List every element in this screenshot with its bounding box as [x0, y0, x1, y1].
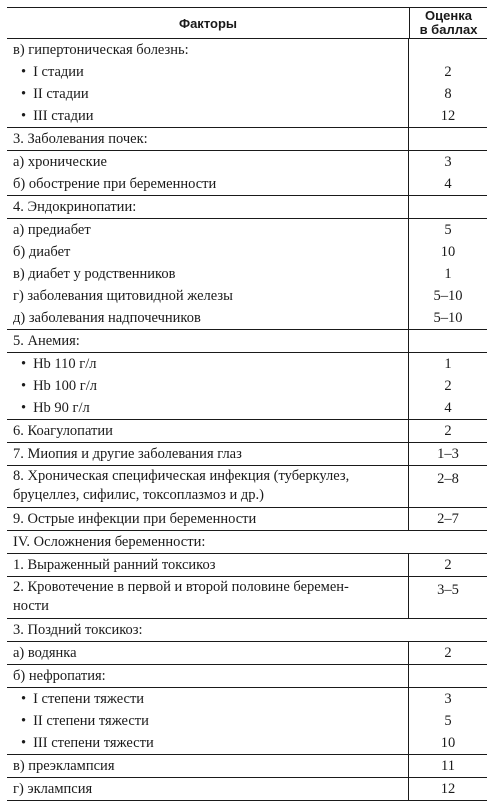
row-group: [7, 554, 487, 577]
risk-factors-table: [7, 7, 487, 801]
score-cell: 1: [444, 356, 452, 372]
table-row: [7, 688, 487, 710]
row-group: [7, 330, 487, 353]
row-group: [7, 665, 487, 688]
score-cell: 5–10: [433, 288, 463, 304]
table-row: [7, 554, 487, 576]
score-cell: 3: [444, 154, 452, 170]
factor-cell: • Hb 110 г/л: [7, 353, 409, 375]
score-cell: 2: [444, 423, 452, 439]
score-cell: 3–5: [437, 582, 459, 598]
factor-cell: в) диабет у родственников: [7, 263, 409, 285]
row-group: [7, 128, 487, 151]
factor-cell: а) предиабет: [7, 219, 409, 241]
table-row: [7, 128, 487, 150]
score-cell: 8: [444, 86, 452, 102]
header-factors: Факторы: [7, 8, 410, 38]
table-row: [7, 151, 487, 173]
score-cell: [409, 330, 487, 352]
row-group: [7, 755, 487, 778]
table-row: [7, 353, 487, 375]
table-row: [7, 642, 487, 664]
row-group: [7, 531, 487, 554]
score-cell: 4: [444, 400, 452, 416]
factor-cell: 1. Выраженный ранний токсикоз: [7, 554, 409, 576]
score-cell: 12: [440, 781, 456, 797]
table-row: [7, 710, 487, 732]
factor-cell: 8. Хроническая специфическая инфекция (туберкулез, бруцеллез, сифилис, токсоплазмоз и др.): [7, 466, 409, 507]
table-row: [7, 330, 487, 352]
factor-cell: IV. Осложнения беременности:: [13, 534, 206, 550]
row-group: [7, 778, 487, 800]
factor-cell: д) заболевания надпочечников: [7, 307, 409, 329]
factor-cell: в) гипертоническая болезнь:: [7, 39, 409, 61]
row-group: [7, 420, 487, 443]
factor-cell: 3. Заболевания почек:: [7, 128, 409, 150]
table-body: [7, 39, 487, 800]
score-cell: 2: [444, 64, 452, 80]
table-row: [7, 173, 487, 195]
factor-cell: б) обострение при беременности: [7, 173, 409, 195]
score-cell: 2–8: [437, 471, 459, 487]
factor-cell: • Hb 100 г/л: [7, 375, 409, 397]
factor-cell: 4. Эндокринопатии:: [7, 196, 409, 218]
row-group: [7, 39, 487, 128]
table-row: [7, 196, 487, 218]
factor-cell: • I стадии: [7, 61, 409, 83]
table-row: [7, 83, 487, 105]
header-score-line1: Оценка: [425, 8, 472, 23]
factor-cell: • III степени тяжести: [7, 732, 409, 754]
table-row: [7, 732, 487, 754]
table-row: [7, 241, 487, 263]
header-score: [410, 8, 487, 38]
table-row: [7, 39, 487, 61]
score-cell: 2: [444, 378, 452, 394]
table-row: [7, 665, 487, 687]
score-cell: [409, 531, 487, 553]
score-cell: 10: [440, 735, 456, 751]
score-cell: 1: [444, 266, 452, 282]
score-cell: [409, 619, 487, 641]
factor-cell: а) водянка: [7, 642, 409, 664]
row-group: [7, 688, 487, 755]
row-group: [7, 443, 487, 466]
table-row: [7, 219, 487, 241]
table-row: [7, 307, 487, 329]
table-row: [7, 778, 487, 800]
table-header: [7, 8, 487, 39]
row-group: [7, 508, 487, 531]
table-row: [7, 443, 487, 465]
factor-cell: 5. Анемия:: [7, 330, 409, 352]
score-cell: 4: [444, 176, 452, 192]
factor-cell: 3. Поздний токсикоз:: [13, 622, 143, 638]
row-group: [7, 219, 487, 330]
row-group: [7, 353, 487, 420]
factor-cell: б) нефропатия:: [7, 665, 409, 687]
score-cell: [409, 39, 487, 61]
score-cell: 3: [444, 691, 452, 707]
score-cell: 12: [440, 108, 456, 124]
factor-cell: • I степени тяжести: [7, 688, 409, 710]
score-cell: 2–7: [437, 511, 459, 527]
score-cell: 5: [444, 222, 452, 238]
score-cell: 2: [444, 557, 452, 573]
score-cell: [409, 665, 487, 687]
factor-cell: г) эклампсия: [7, 778, 409, 800]
factor-cell: • Hb 90 г/л: [7, 397, 409, 419]
factor-cell: • III стадии: [7, 105, 409, 127]
table-row: [7, 466, 487, 507]
score-cell: 10: [440, 244, 456, 260]
score-cell: 5–10: [433, 310, 463, 326]
table-row: [7, 619, 487, 641]
row-group: [7, 196, 487, 219]
header-score-line2: в баллах: [419, 22, 478, 37]
factor-cell: 2. Кровотечение в первой и второй половине беремен- ности: [7, 577, 409, 618]
factor-cell: г) заболевания щитовидной железы: [7, 285, 409, 307]
factor-cell: 7. Миопия и другие заболевания глаз: [7, 443, 409, 465]
row-group: [7, 151, 487, 196]
table-row: [7, 285, 487, 307]
table-row: [7, 420, 487, 442]
table-row: [7, 508, 487, 530]
score-cell: 11: [441, 758, 455, 774]
score-cell: 2: [444, 645, 452, 661]
table-row: [7, 397, 487, 419]
table-row: [7, 375, 487, 397]
factor-cell: • II стадии: [7, 83, 409, 105]
table-row: [7, 755, 487, 777]
score-cell: 1–3: [437, 446, 459, 462]
factor-cell: а) хронические: [7, 151, 409, 173]
factor-cell: б) диабет: [7, 241, 409, 263]
factor-cell: 9. Острые инфекции при беременности: [7, 508, 409, 530]
row-group: [7, 466, 487, 508]
row-group: [7, 619, 487, 642]
table-row: [7, 263, 487, 285]
table-row: [7, 105, 487, 127]
factor-cell: 6. Коагулопатии: [7, 420, 409, 442]
score-cell: 5: [444, 713, 452, 729]
table-row: [7, 531, 487, 553]
score-cell: [409, 128, 487, 150]
table-row: [7, 61, 487, 83]
score-cell: [409, 196, 487, 218]
factor-cell: в) преэклампсия: [7, 755, 409, 777]
factor-cell: • II степени тяжести: [7, 710, 409, 732]
row-group: [7, 642, 487, 665]
table-row: [7, 577, 487, 618]
row-group: [7, 577, 487, 619]
